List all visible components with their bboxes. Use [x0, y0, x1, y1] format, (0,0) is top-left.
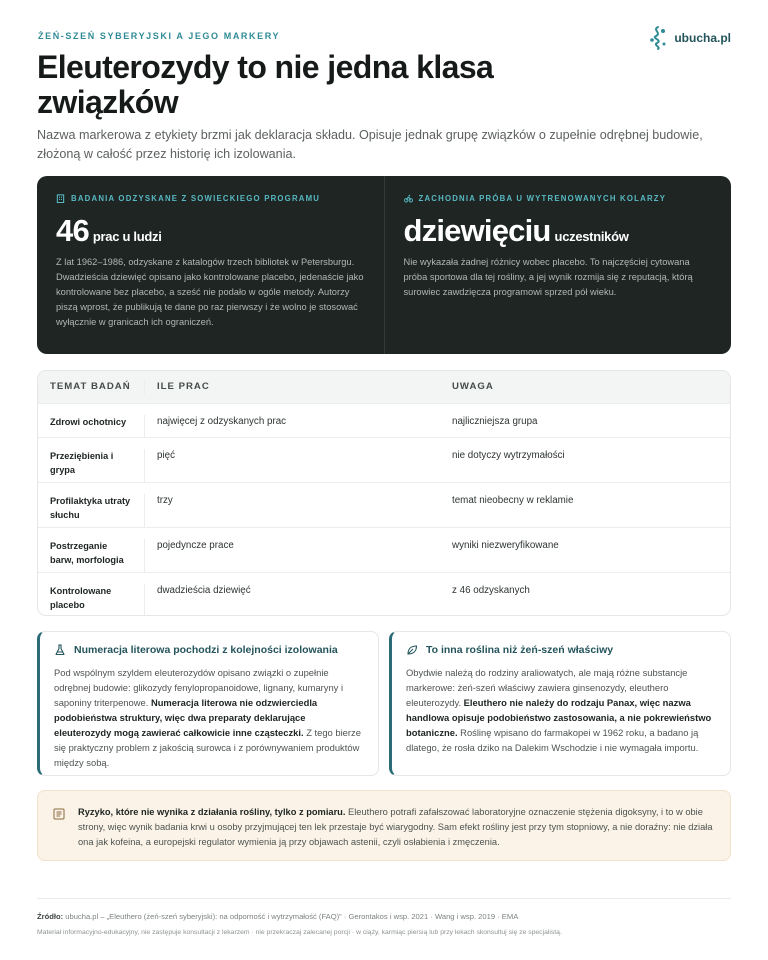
table-cell-topic: Kontrolowane placebo	[38, 584, 145, 616]
research-topics-table	[37, 370, 731, 616]
card-text: Pod wspólnym szyldem eleuterozydów opisano związki o zupełnie odrębnej budowie: glikozydy fenylopropanoidowe, lignany, kumaryny i saponiny triterpenowe. Numeracja literowa nie odzwierciedla podobieństwa struktury, więc dwa preparaty deklarujące eleuterozydy mogą zawierać całkowicie inne cząsteczki. Z tego bierze się praktyczny problem z jakością surowca i z porównywaniem produktów między sobą.	[54, 667, 361, 768]
table-cell-count: trzy	[157, 495, 173, 506]
stat-western-trial	[384, 176, 732, 354]
flask-icon	[54, 644, 66, 656]
table-cell-note: temat nieobecny w reklamie	[452, 495, 574, 506]
leaf-icon	[406, 644, 418, 656]
table-header-cell: TEMAT BADAŃ	[38, 380, 145, 394]
brand-name: ubucha.pl	[674, 31, 731, 45]
table-cell-topic: Zdrowi ochotnicy	[38, 415, 145, 437]
warning-text: Ryzyko, które nie wynika z działania rośliny, tylko z pomiaru. Eleuthero potrafi zafałszować laboratoryjne oznaczenie stężenia digoksyny, i to w obie strony, więc wynik badania krwi u osoby przyjmującej ten lek przestaje być wiarygodny. Sam efekt rośliny jest przy tym stopniowy, a nie doraźny: nie działa ona jak kofeina, a europejski regulator wymienia ją przy objawach astenii, czyli osłabienia i zmęczenia.	[78, 807, 713, 847]
info-card-different-plant	[389, 631, 731, 776]
stat-label: ZACHODNIA PRÓBA U WYTRENOWANYCH KOLARZY	[418, 194, 667, 203]
table-cell-note: z 46 odzyskanych	[452, 585, 530, 596]
stats-panel	[37, 176, 731, 354]
table-header-row	[38, 371, 730, 404]
card-title: To inna roślina niż żeń-szeń właściwy	[426, 644, 614, 656]
brand-logo[interactable]	[648, 25, 731, 51]
info-card-numbering	[37, 631, 379, 776]
stat-unit: prac u ludzi	[92, 229, 162, 244]
table-row	[38, 483, 730, 528]
card-title: Numeracja literowa pochodzi z kolejności izolowania	[74, 644, 338, 656]
table-header-cell: UWAGA	[452, 381, 494, 392]
lead-paragraph: Nazwa markerowa z etykiety brzmi jak deklaracja składu. Opisuje jednak grupę związków o zupełnie odrębnej budowie, złożoną w całość przez historię ich izolowania.	[37, 128, 703, 161]
stat-description: Nie wykazała żadnej różnicy wobec placebo. To najczęściej cytowana próba sportowa dla tej rośliny, a jej wynik rozmija się z reputacją, którą surowiec zawdzięcza programowi sprzed pół wieku.	[403, 257, 693, 297]
table-cell-note: najliczniejsza grupa	[452, 416, 538, 427]
table-row	[38, 573, 730, 616]
stat-label: BADANIA ODZYSKANE Z SOWIECKIEGO PROGRAMU	[71, 194, 321, 203]
page-title: Eleuterozydy to nie jedna klasa związków	[37, 49, 494, 120]
table-cell-topic: Profilaktyka utraty słuchu	[38, 494, 145, 527]
brand-logo-icon	[648, 25, 668, 51]
source-line: Źródło: ubucha.pl – „Eleuthero (żeń-szeń syberyjski): na odporność i wytrzymałość (FAQ)” · Gerontakos i wsp. 2021 · Wang i wsp. 2019 · EMA	[37, 912, 519, 921]
card-text: Obydwie należą do rodziny araliowatych, ale mają różne substancje markerowe: żeń-szeń właściwy zawiera ginsenozydy, eleuthero eleuterozydy. Eleuthero nie należy do rodzaju Panax, więc nazwa handlowa opisuje podobieństwo zastosowania, a nie pokrewieństwo botaniczne. Roślinę wpisano do farmakopei w 1962 roku, a badano ją dlatego, że rosła dziko na Dalekim Wschodzie i nie wymagała importu.	[406, 667, 712, 753]
stat-unit: uczestników	[554, 229, 629, 244]
table-header-cell: ILE PRAC	[157, 381, 210, 392]
table-cell-count: pięć	[157, 450, 175, 461]
table-cell-topic: Postrzeganie barw, morfologia	[38, 539, 145, 572]
stat-soviet-studies	[37, 176, 384, 354]
table-cell-topic: Przeziębienia i grypa	[38, 449, 145, 482]
stat-number: dziewięciu	[403, 213, 551, 248]
table-cell-count: dwadzieścia dziewięć	[157, 585, 251, 596]
warning-box	[37, 790, 731, 861]
stat-number: 46	[56, 213, 89, 248]
table-cell-count: pojedyncze prace	[157, 540, 234, 551]
table-cell-note: nie dotyczy wytrzymałości	[452, 450, 565, 461]
disclaimer: Materiał informacyjno-edukacyjny, nie zastępuje konsultacji z lekarzem · nie przekraczaj zalecanej porcji · w ciąży, karmiąc piersią lub przy lekach skonsultuj się ze specjalistą.	[37, 929, 562, 936]
table-cell-note: wyniki niezweryfikowane	[452, 540, 559, 551]
note-icon	[53, 808, 65, 820]
stat-description: Z lat 1962–1986, odzyskane z katalogów trzech bibliotek w Petersburgu. Dwadzieścia dziewięć opisano jako kontrolowane placebo, jedenaście jako kontrolowane bez placebo, a sześć nie podało w ogóle metody. Autorzy piszą wprost, że publikują te dane po raz pierwszy i że wolno je stosować wyłącznie w granicach ich ograniczeń.	[56, 257, 364, 327]
bicycle-icon	[404, 194, 413, 203]
building-icon	[56, 194, 65, 203]
table-row	[38, 528, 730, 573]
table-row	[38, 404, 730, 438]
table-row	[38, 438, 730, 483]
footer-divider	[37, 898, 731, 899]
kicker: ŻEŃ-SZEŃ SYBERYJSKI A JEGO MARKERY	[38, 31, 281, 41]
table-cell-count: najwięcej z odzyskanych prac	[157, 416, 287, 427]
